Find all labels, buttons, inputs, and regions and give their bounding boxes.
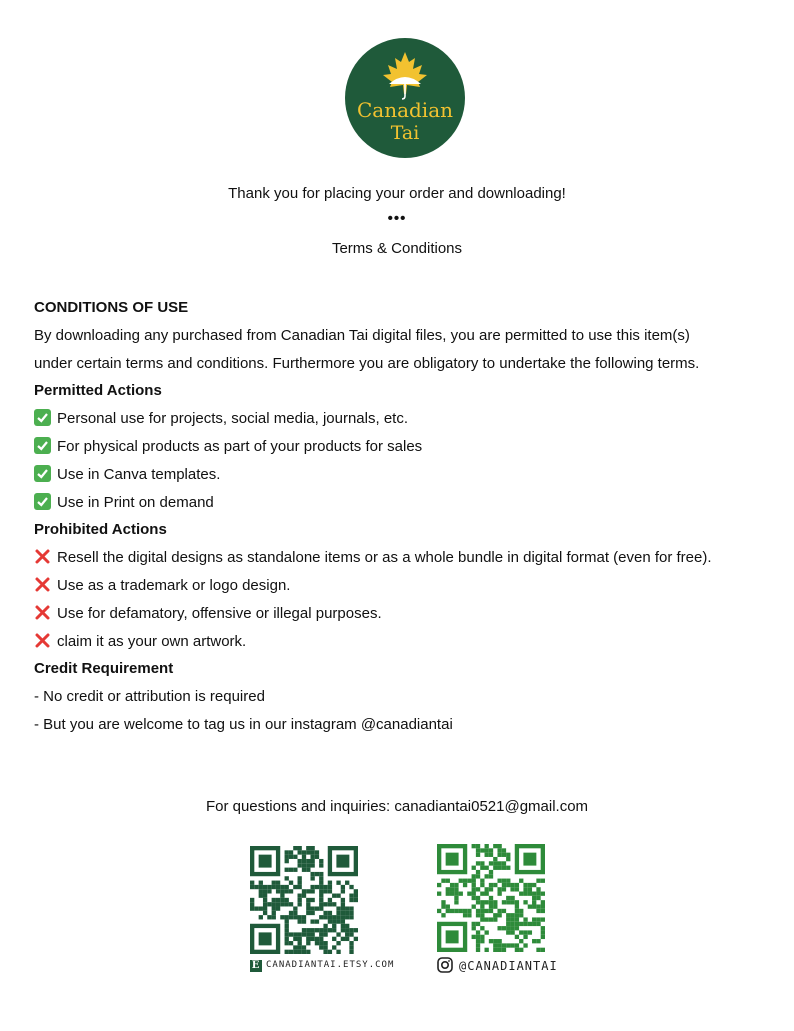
intro-line-2: under certain terms and conditions. Furthermore you are obligatory to undertake the following terms. — [34, 354, 700, 372]
check-icon — [34, 437, 51, 454]
prohibited-item — [34, 600, 764, 628]
permitted-item — [34, 405, 764, 433]
thank-you-message: Thank you for placing your order and downloading! — [228, 185, 566, 202]
permitted-item — [34, 489, 764, 517]
contact-line: For questions and inquiries: canadiantai0521@gmail.com — [205, 798, 589, 815]
conditions-heading: CONDITIONS OF USE — [34, 299, 189, 316]
permitted-item-text: Use in Print on demand — [57, 493, 214, 511]
check-icon — [34, 465, 51, 482]
credit-item: - No credit or attribution is required — [34, 688, 265, 706]
separator-dots: ••• — [387, 210, 407, 227]
cross-icon — [34, 576, 51, 593]
cross-icon — [34, 632, 51, 649]
check-icon — [34, 493, 51, 510]
prohibited-heading: Prohibited Actions — [34, 521, 167, 539]
terms-content — [34, 294, 764, 739]
credit-heading: Credit Requirement — [34, 660, 174, 678]
prohibited-item-text: Use for defamatory, offensive or illegal purposes. — [57, 604, 382, 622]
etsy-qr-code[interactable] — [250, 846, 358, 954]
credit-item: - But you are welcome to tag us in our instagram @canadiantai — [34, 715, 453, 733]
prohibited-item-text: claim it as your own artwork. — [57, 632, 247, 650]
check-icon — [34, 409, 51, 426]
cross-icon — [34, 548, 51, 565]
instagram-handle: @CANADIANTAI — [459, 959, 558, 973]
etsy-url: CANADIANTAI.ETSY.COM — [266, 960, 395, 970]
instagram-qr-caption — [437, 957, 558, 973]
instagram-icon — [437, 957, 453, 973]
permitted-item-text: For physical products as part of your products for sales — [57, 437, 423, 455]
permitted-item-text: Personal use for projects, social media, journals, etc. — [57, 410, 408, 428]
permitted-item — [34, 461, 764, 489]
cross-icon — [34, 604, 51, 621]
prohibited-item — [34, 572, 764, 600]
permitted-item-text: Use in Canva templates. — [57, 465, 221, 483]
terms-title: Terms & Conditions — [331, 240, 463, 257]
permitted-heading: Permitted Actions — [34, 382, 162, 400]
brand-logo — [345, 38, 465, 158]
instagram-qr-code[interactable] — [437, 844, 545, 952]
prohibited-item — [34, 544, 764, 572]
etsy-icon: E — [251, 960, 261, 971]
permitted-item — [34, 433, 764, 461]
prohibited-item-text: Use as a trademark or logo design. — [57, 576, 291, 594]
prohibited-item — [34, 628, 764, 656]
intro-line-1: By downloading any purchased from Canadian Tai digital files, you are permitted to use this item(s) — [34, 326, 690, 344]
logo-text-line2: Tai — [390, 122, 420, 144]
logo-text-line1: Canadian — [356, 98, 454, 122]
etsy-qr-caption — [250, 960, 394, 972]
prohibited-item-text: Resell the digital designs as standalone items or as a whole bundle in digital format (even for free). — [57, 549, 712, 567]
